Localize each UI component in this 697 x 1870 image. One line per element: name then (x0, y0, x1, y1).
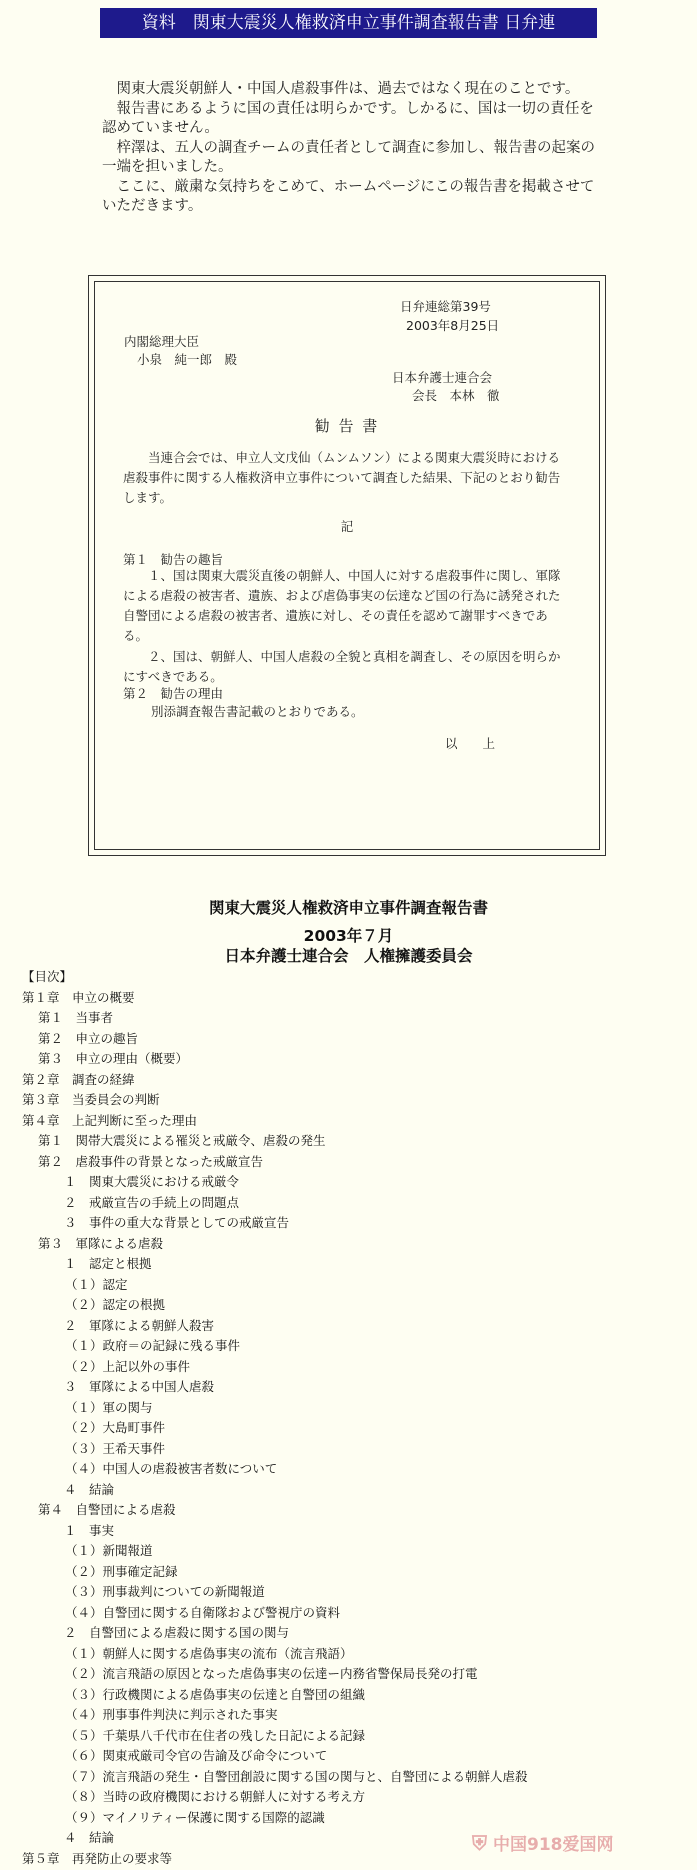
toc-item: （４）中国人の虐殺被害者数について (65, 1461, 278, 1476)
toc-item: （１）朝鮮人に関する虐偽事実の流布（流言飛語） (65, 1645, 353, 1661)
report-title: 関東大震災人権救済申立事件調査報告書 (208, 899, 488, 917)
recommendation-document (88, 275, 606, 856)
toc-item: （７）流言飛語の発生・自警団創設に関する国の関与と、自警団による朝鮮人虐殺 (65, 1768, 528, 1784)
document-body: 当連合会では、申立人文戊仙（ムンムソン）による関東大震災時における 虐殺事件に関する人権救済申立事件について調査した結果、下記のとおり勧告します。 (123, 450, 561, 505)
toc-item: 第３ 申立の理由（概要） (38, 1051, 189, 1066)
recipient-name: 小泉 純一郎 殿 (137, 352, 238, 367)
toc-item: 第４ 自警団による虐殺 (38, 1502, 176, 1517)
toc-item: （５）千葉県八千代市在住者の残した日記による記録 (65, 1727, 366, 1743)
toc-item: 第１ 関帯大震災による罹災と戒厳令、虐殺の発生 (38, 1133, 326, 1148)
toc-item: 第３章 当委員会の判断 (22, 1092, 160, 1107)
site-watermark (472, 1830, 697, 1870)
toc-item: （２）大島町事件 (65, 1420, 166, 1435)
toc-item: ３ 事件の重大な背景としての戒厳宣告 (64, 1215, 290, 1230)
toc-item: 第１ 当事者 (38, 1010, 114, 1025)
document-heading: 勧 告 書 (314, 417, 380, 435)
intro-paragraph: 関東大震災朝鮮人・中国人虐殺事件は、過去ではなく現在のことです。 (116, 81, 580, 97)
toc-item: （６）関東戒厳司令官の告諭及び命令について (65, 1748, 328, 1763)
toc-item: 第２章 調査の経緯 (22, 1071, 135, 1087)
toc-item: （２）認定の根拠 (65, 1297, 166, 1312)
toc-item: （１）認定 (65, 1276, 128, 1292)
section1-paragraph2: ２、国は、朝鮮人、中国人虐殺の全貌と真相を調査し、その原因を明らかにすべきである。 (123, 649, 561, 684)
intro-paragraph: ここに、厳粛な気持ちをこめて、ホームページにこの報告書を掲載させていただきます。 (102, 178, 595, 214)
toc-item: （３）行政機関による虐偽事実の伝達と自警団の組織 (65, 1686, 366, 1702)
toc-item: ２ 戒厳宣告の手続上の問題点 (64, 1194, 240, 1210)
page-banner: 資料 関東大震災人権救済申立事件調査報告書 日弁連 (100, 8, 597, 38)
report-date: 2003年７月 (303, 927, 394, 945)
toc-item: （９）マイノリティー保護に関する国際的認識 (65, 1809, 325, 1825)
section2-title: 第２ 勧告の理由 (123, 686, 224, 701)
table-of-contents (22, 967, 682, 1869)
toc-item: （１）軍の関与 (65, 1399, 153, 1415)
intro-paragraph: 梓澤は、五人の調査チームの責任者として調査に参加し、報告書の起案の一端を担いました。 (102, 139, 595, 175)
toc-item: １ 関東大震災における戒厳令 (64, 1174, 240, 1189)
toc-item: ２ 軍隊による朝鮮人殺害 (64, 1317, 215, 1333)
toc-item: （１）新聞報道 (65, 1543, 153, 1558)
intro-paragraph: 報告書にあるように国の責任は明らかです。しかるに、国は一切の責任を認めていません。 (102, 100, 594, 136)
toc-item: １ 認定と根拠 (64, 1256, 152, 1271)
report-author: 日本弁護士連合会 人権擁護委員会 (224, 947, 473, 965)
toc-item: 第１章 申立の概要 (22, 989, 135, 1005)
section2-body: 別添調査報告書記載のとおりである。 (151, 704, 364, 719)
toc-item: 第２ 申立の趣旨 (38, 1030, 139, 1046)
toc-item: １ 事実 (64, 1522, 115, 1538)
section1-title: 第１ 勧告の趣旨 (123, 552, 224, 567)
toc-item: （１）政府＝の記録に残る事件 (65, 1338, 241, 1353)
toc-item: （３）王希天事件 (65, 1440, 166, 1456)
toc-item: ４ 結論 (64, 1830, 115, 1845)
toc-item: （４）刑事事件判決に判示された事実 (65, 1707, 278, 1722)
toc-item: （２）上記以外の事件 (65, 1358, 191, 1374)
ki-marker: 記 (340, 519, 354, 534)
watermark-text: 中国918爱国网 (493, 1835, 614, 1855)
toc-item: ３ 軍隊による中国人虐殺 (64, 1379, 215, 1394)
toc-heading: 【目次】 (22, 969, 73, 984)
toc-item: 第２ 虐殺事件の背景となった戒厳宣告 (38, 1153, 264, 1169)
toc-item: 第４章 上記判断に至った理由 (22, 1112, 198, 1128)
sender-name: 会長 本林 徹 (412, 388, 500, 403)
toc-item: （２）流言飛語の原因となった虐偽事実の伝達ー内務省警保局長発の打電 (65, 1666, 478, 1681)
intro-text (102, 80, 596, 217)
closing-mark: 以 上 (445, 736, 496, 751)
document-inner-border (94, 281, 600, 850)
toc-item: 第３ 軍隊による虐殺 (38, 1235, 164, 1251)
section1-paragraph1: １、国は関東大震災直後の朝鮮人、中国人に対する虐殺事件に関し、軍隊による虐殺の被害者、遺族、および虐偽事実の伝達など国の行為に誘発された自警団による虐殺の被害者、遺族に対し、その責任を認めて謝罪すべきである。 (123, 568, 561, 643)
recipient-title: 内閣総理大臣 (124, 334, 200, 349)
toc-item: ４ 結論 (64, 1481, 115, 1497)
toc-item: （３）刑事裁判についての新聞報道 (65, 1584, 265, 1599)
shield-emblem-icon: ⛨ (472, 1831, 487, 1855)
doc-number: 日弁連総第39号 (400, 299, 491, 314)
sender-org: 日本弁護士連合会 (392, 370, 493, 385)
toc-item: （２）刑事確定記録 (65, 1563, 178, 1579)
toc-item: （８）当時の政府機関における朝鮮人に対する考え方 (65, 1789, 366, 1804)
doc-date: 2003年8月25日 (406, 318, 500, 333)
toc-item: 第５章 再発防止の要求等 (22, 1850, 173, 1866)
toc-item: ２ 自警団による虐殺に関する国の関与 (64, 1625, 290, 1640)
toc-item: （４）自警団に関する自衛隊および警視庁の資料 (65, 1604, 341, 1620)
